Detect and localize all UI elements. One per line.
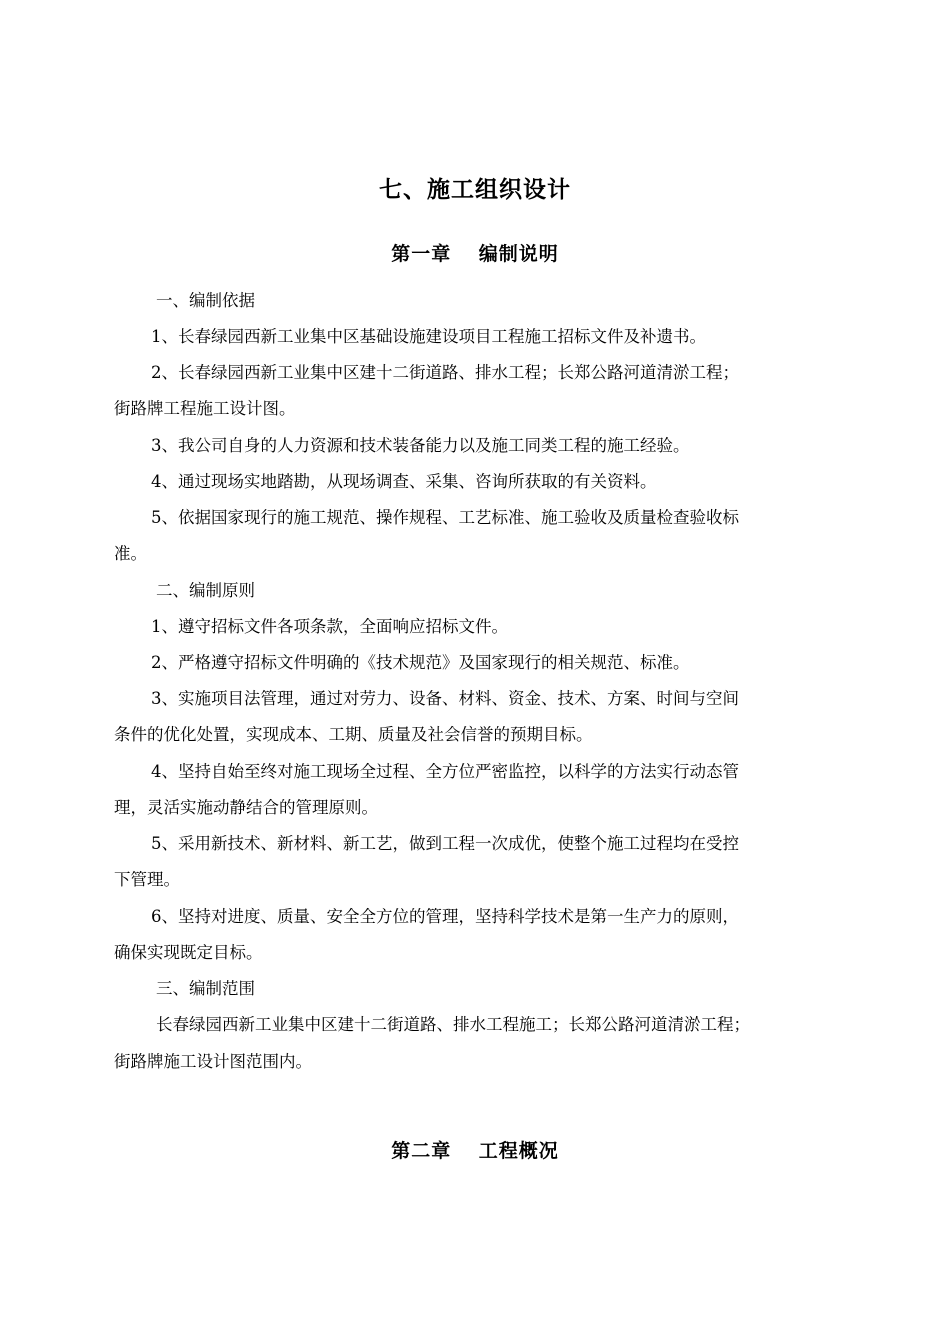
paragraph: 5、采用新技术、新材料、新工艺，做到工程一次成优，使整个施工过程均在受控 xyxy=(151,834,739,853)
paragraph: 1、遵守招标文件各项条款，全面响应招标文件。 xyxy=(151,617,508,636)
paragraph: 4、通过现场实地踏勘，从现场调查、采集、咨询所获取的有关资料。 xyxy=(151,472,657,491)
chapter-1-heading: 第一章 编制说明 xyxy=(391,243,559,265)
paragraph: 3、实施项目法管理，通过对劳力、设备、材料、资金、技术、方案、时间与空间 xyxy=(151,689,739,708)
section-3-heading: 三、编制范围 xyxy=(156,979,255,998)
chapter-2-heading: 第二章 工程概况 xyxy=(391,1140,559,1162)
document-title: 七、施工组织设计 xyxy=(379,177,571,203)
paragraph-continuation: 理，灵活实施动静结合的管理原则。 xyxy=(114,798,378,817)
paragraph-continuation: 条件的优化处置，实现成本、工期、质量及社会信誉的预期目标。 xyxy=(114,725,593,744)
paragraph: 4、坚持自始至终对施工现场全过程、全方位严密监控，以科学的方法实行动态管 xyxy=(151,762,739,781)
section-2-heading: 二、编制原则 xyxy=(156,581,255,600)
paragraph: 2、长春绿园西新工业集中区建十二街道路、排水工程；长郑公路河道清淤工程； xyxy=(151,363,739,382)
paragraph-continuation: 街路牌施工设计图范围内。 xyxy=(114,1052,312,1071)
section-1-heading: 一、编制依据 xyxy=(156,291,255,310)
paragraph-continuation: 准。 xyxy=(114,544,147,563)
paragraph-continuation: 下管理。 xyxy=(114,870,180,889)
paragraph-continuation: 街路牌工程施工设计图。 xyxy=(114,399,296,418)
paragraph: 长春绿园西新工业集中区建十二街道路、排水工程施工；长郑公路河道清淤工程； xyxy=(156,1015,750,1034)
paragraph-continuation: 确保实现既定目标。 xyxy=(114,943,263,962)
paragraph: 3、我公司自身的人力资源和技术装备能力以及施工同类工程的施工经验。 xyxy=(151,436,690,455)
paragraph: 5、依据国家现行的施工规范、操作规程、工艺标准、施工验收及质量检查验收标 xyxy=(151,508,739,527)
paragraph: 2、严格遵守招标文件明确的《技术规范》及国家现行的相关规范、标准。 xyxy=(151,653,690,672)
paragraph: 6、坚持对进度、质量、安全全方位的管理，坚持科学技术是第一生产力的原则， xyxy=(151,907,739,926)
paragraph: 1、长春绿园西新工业集中区基础设施建设项目工程施工招标文件及补遗书。 xyxy=(151,327,706,346)
